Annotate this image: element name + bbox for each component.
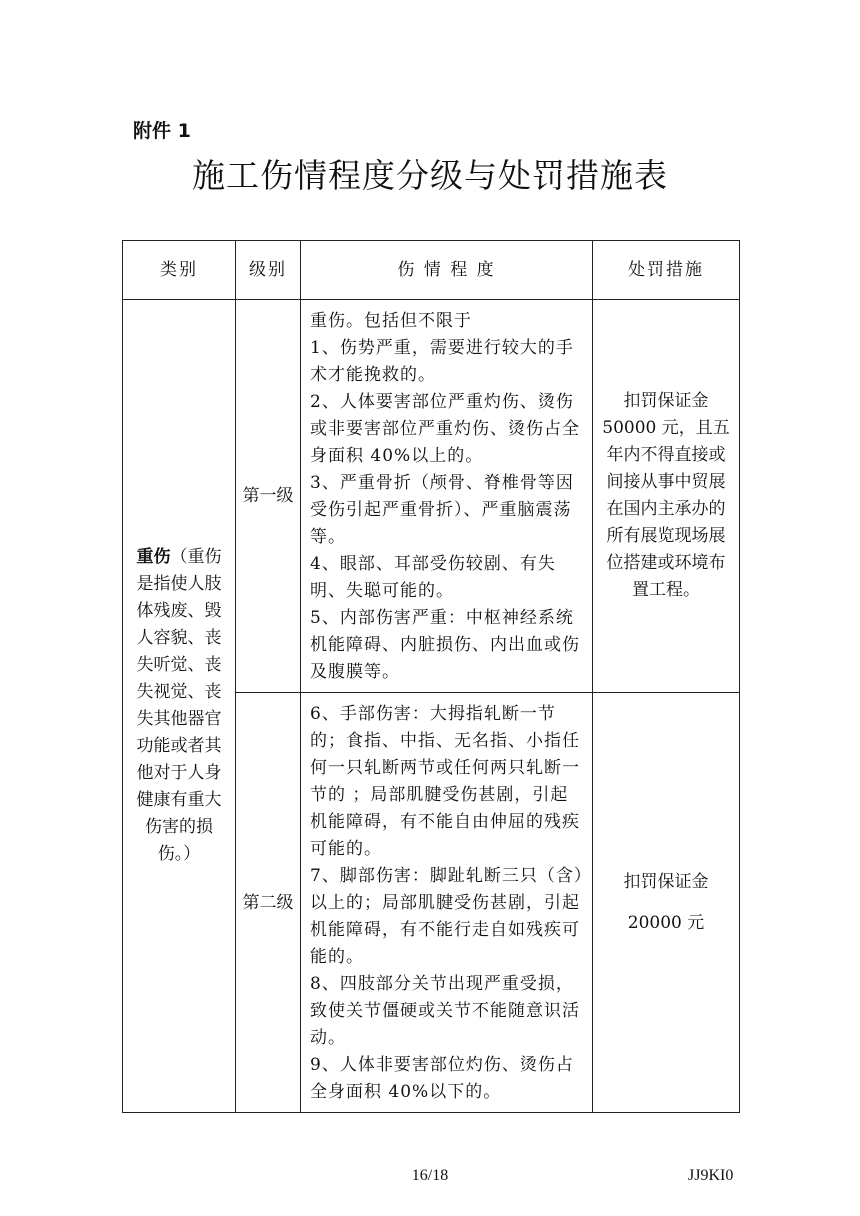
description-line: 8、四肢部分关节出现严重受损，致使关节僵硬或关节不能随意识活动。 [310,974,580,1048]
penalty-text: 扣罚保证金 [623,871,709,892]
injury-penalty-table [122,240,740,1113]
description-line: 重伤。包括但不限于 [310,311,472,331]
header-level: 级别 [236,241,301,300]
description-line: 2、人体要害部位严重灼伤、烫伤或非要害部位严重灼伤、烫伤占全身面积 40%以上的。 [310,392,580,466]
table-header-row [123,241,740,300]
page-number: 16/18 [411,1167,449,1184]
description-cell [301,693,593,1113]
description-line: 7、脚部伤害：脚趾轧断三只（含）以上的；局部肌腱受伤甚剧，引起机能障碍，有不能行走自如残疾可能的。 [310,866,584,967]
page-title: 施工伤情程度分级与处罚措施表 [192,156,668,195]
header-injury-degree: 伤 情 程 度 [301,241,593,300]
description-line: 9、人体非要害部位灼伤、烫伤占全身面积 40%以下的。 [310,1055,574,1102]
table-row [123,300,740,693]
document-code: JJ9KI0 [688,1167,734,1184]
description-line: 6、手部伤害：大拇指轧断一节的；食指、中指、无名指、小指任何一只轧断两节或任何两只轧断一节的 ；局部肌腱受伤甚剧，引起机能障碍，有不能自由伸屈的残疾可能的。 [310,704,580,859]
description-line: 3、严重骨折（颅骨、脊椎骨等因受伤引起严重骨折）、严重脑震荡等。 [310,473,574,547]
attachment-label: 附件 1 [133,120,191,142]
category-cell [123,300,236,1113]
description-cell [301,300,593,693]
header-penalty: 处罚措施 [593,241,740,300]
penalty-amount: 20000 元 [627,912,705,933]
category-bold: 重伤 [136,547,171,567]
level-cell: 第二级 [236,693,301,1113]
description-line: 4、眼部、耳部受伤较剧、有失明、失聪可能的。 [310,554,556,601]
penalty-cell [593,693,740,1113]
description-line: 1、伤势严重，需要进行较大的手术才能挽救的。 [310,338,574,385]
category-definition: （重伤是指使人肢体残废、毁人容貌、丧失听觉、丧失视觉、丧失其他器官功能或者其他对于人身健康有重大伤害的损伤。） [136,547,222,864]
penalty-cell [593,300,740,693]
description-line: 5、内部伤害严重：中枢神经系统机能障碍、内脏损伤、内出血或伤及腹膜等。 [310,608,580,682]
header-category: 类别 [123,241,236,300]
penalty-text: 扣罚保证金 50000 元，且五年内不得直接或间接从事中贸展在国内主承办的所有展览现场展位搭建或环境布置工程。 [602,391,730,600]
level-cell: 第一级 [236,300,301,693]
